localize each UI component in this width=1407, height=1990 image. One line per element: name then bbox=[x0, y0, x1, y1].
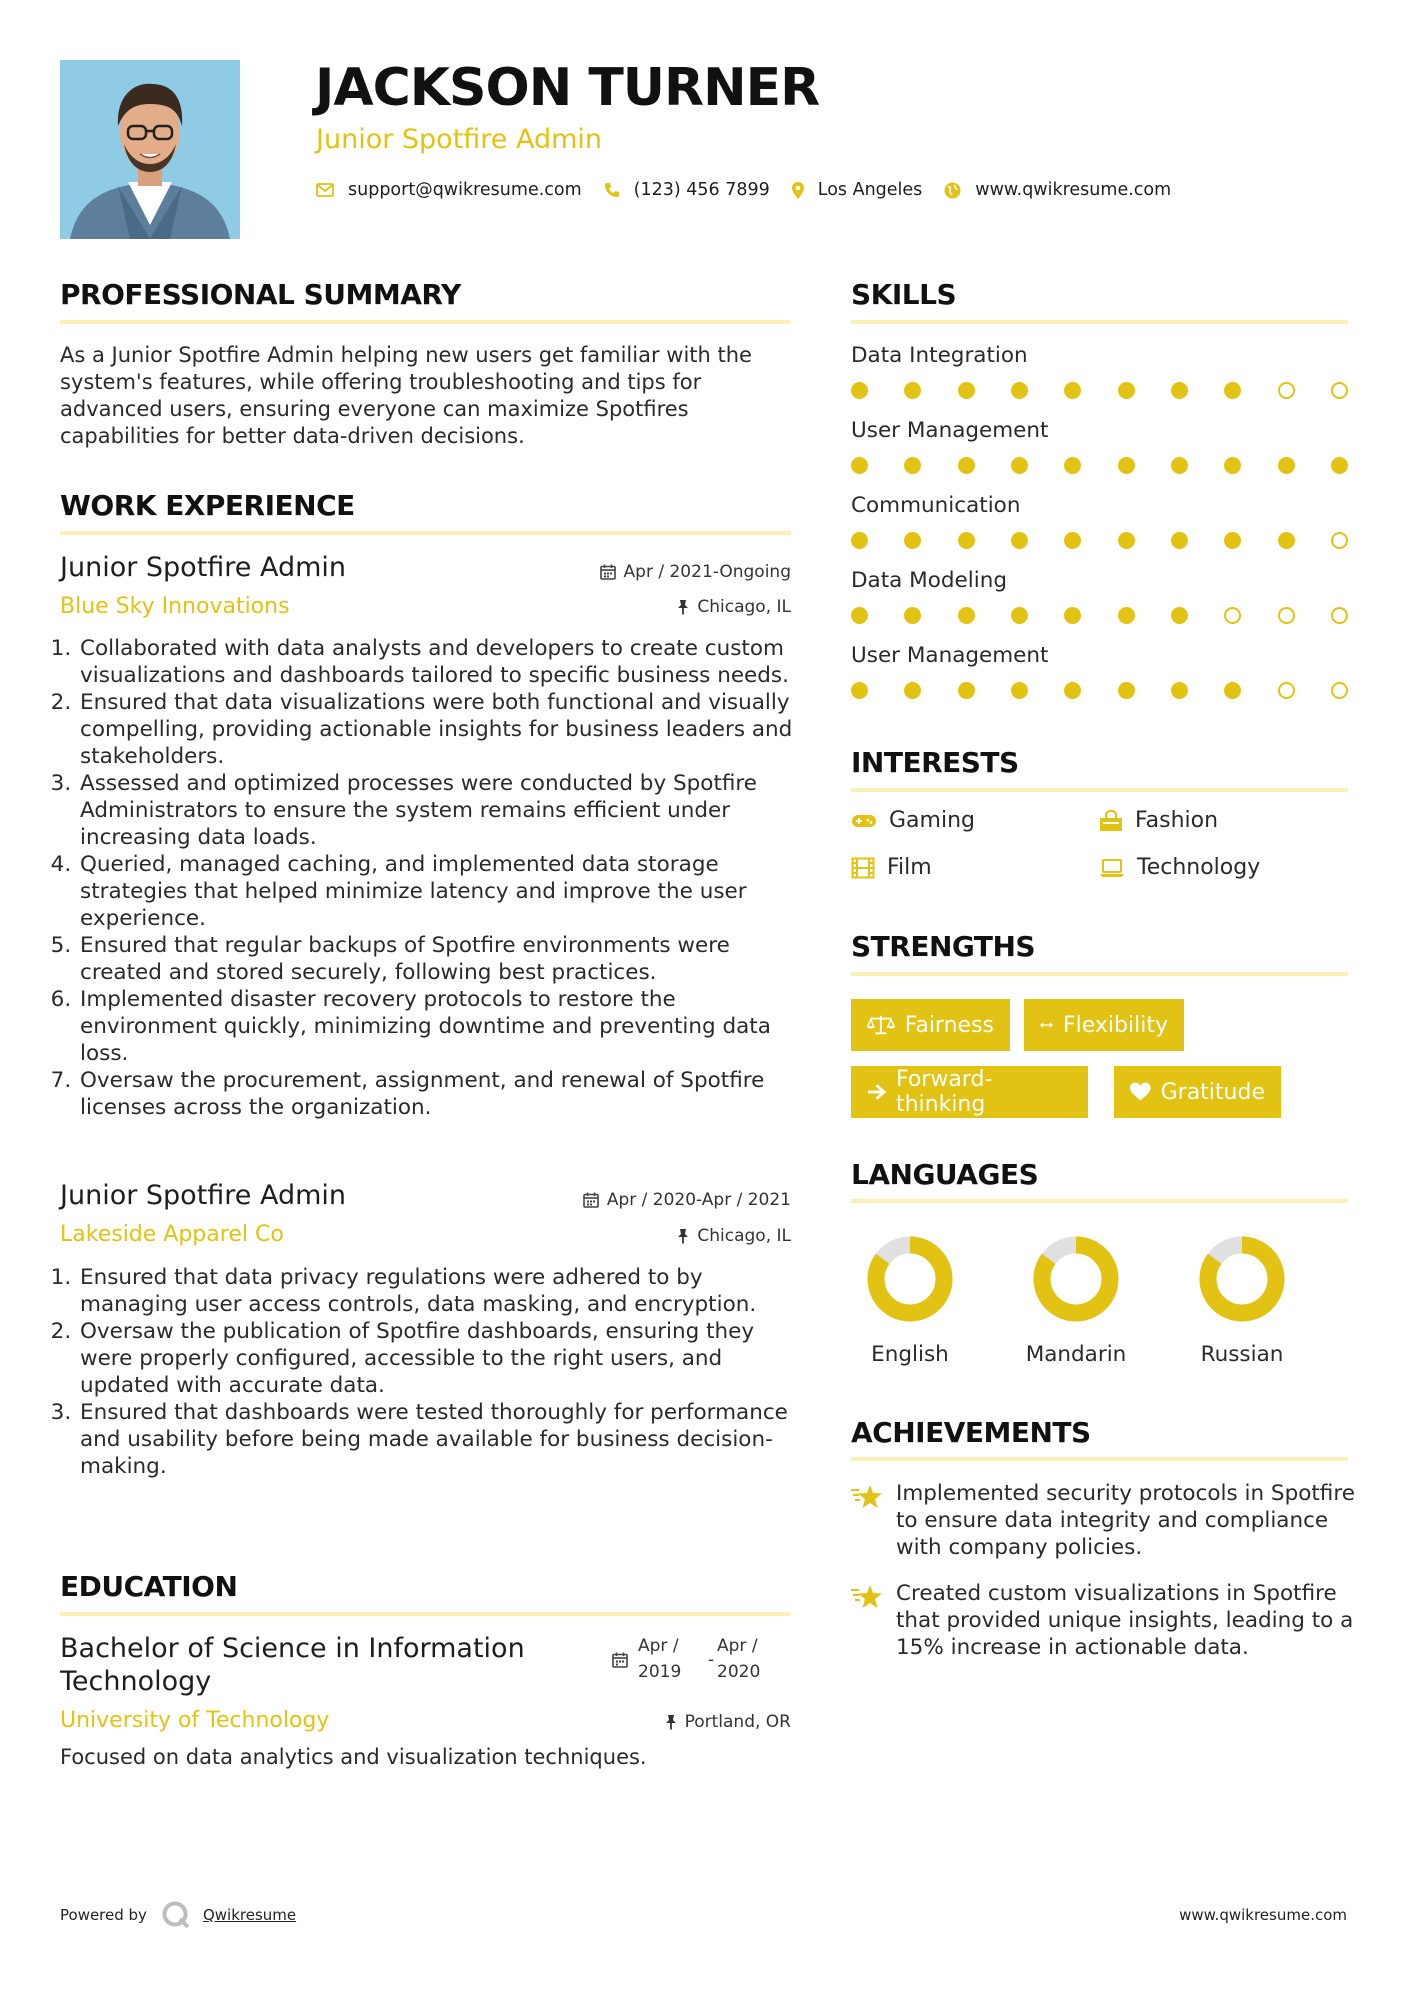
gamepad-icon bbox=[851, 813, 877, 829]
interest-label: Technology bbox=[1137, 855, 1261, 880]
list-item: 3. Assessed and optimized processes were conducted by Spotfire Administrators to ensure the system remains efficient under increasing data loads. bbox=[78, 770, 798, 851]
skill-rating bbox=[851, 682, 1348, 700]
summary-divider bbox=[60, 320, 791, 324]
rating-dot-filled bbox=[1011, 682, 1028, 699]
edu-start-year: 2019 bbox=[638, 1662, 682, 1682]
rating-dot-filled bbox=[1118, 457, 1135, 474]
interests-divider bbox=[851, 788, 1348, 792]
experience-divider bbox=[60, 531, 791, 535]
interest-label: Film bbox=[887, 855, 932, 880]
rating-dot-filled bbox=[904, 532, 921, 549]
strength-tag bbox=[851, 1066, 1088, 1118]
job-dates-text: Apr / 2021-Ongoing bbox=[623, 562, 791, 582]
degree-title bbox=[60, 1632, 525, 1698]
rating-dot-filled bbox=[1011, 382, 1028, 399]
strength-tag bbox=[1114, 1066, 1281, 1118]
phone-icon bbox=[604, 182, 620, 198]
job-location-text: Chicago, IL bbox=[697, 1226, 791, 1246]
candidate-title: Junior Spotfire Admin bbox=[316, 124, 603, 155]
contact-bar bbox=[316, 180, 1193, 200]
calendar-icon bbox=[583, 1192, 599, 1208]
rating-dot-filled bbox=[1224, 682, 1241, 699]
rating-dot-filled bbox=[1064, 682, 1081, 699]
strength-tag bbox=[1024, 999, 1184, 1051]
job-dates-text: Apr / 2020-Apr / 2021 bbox=[606, 1190, 791, 1210]
footer-website[interactable]: www.qwikresume.com bbox=[1179, 1906, 1347, 1924]
globe-icon bbox=[944, 182, 961, 199]
education-divider bbox=[60, 1612, 791, 1616]
pushpin-icon bbox=[665, 1714, 677, 1730]
contact-website[interactable] bbox=[944, 180, 1171, 200]
skill-name: Data Modeling bbox=[851, 568, 1007, 593]
heart-icon bbox=[1130, 1082, 1151, 1102]
school-name: University of Technology bbox=[60, 1708, 330, 1733]
rating-dot-empty bbox=[1278, 682, 1295, 699]
rating-dot-filled bbox=[851, 607, 868, 624]
rating-dot-filled bbox=[851, 532, 868, 549]
strengths-divider bbox=[851, 972, 1348, 976]
rating-dot-filled bbox=[1118, 607, 1135, 624]
rating-dot-filled bbox=[958, 382, 975, 399]
job-company: Lakeside Apparel Co bbox=[60, 1222, 284, 1247]
candidate-name: JACKSON TURNER bbox=[315, 58, 820, 118]
contact-phone[interactable] bbox=[604, 180, 770, 200]
achievements-heading: ACHIEVEMENTS bbox=[851, 1416, 1091, 1449]
skill-name: User Management bbox=[851, 418, 1049, 443]
edu-end-date bbox=[717, 1633, 760, 1685]
school-location bbox=[665, 1712, 791, 1732]
interests-heading: INTERESTS bbox=[851, 746, 1019, 779]
rating-dot-filled bbox=[1278, 457, 1295, 474]
education-heading: EDUCATION bbox=[60, 1570, 238, 1603]
rating-dot-filled bbox=[1224, 382, 1241, 399]
rating-dot-filled bbox=[958, 532, 975, 549]
rating-dot-filled bbox=[1171, 532, 1188, 549]
language-name: Russian bbox=[1200, 1342, 1284, 1367]
rating-dot-filled bbox=[851, 382, 868, 399]
qwikresume-logo-icon bbox=[161, 1900, 191, 1930]
calendar-icon bbox=[600, 564, 616, 580]
summary-text: As a Junior Spotfire Admin helping new users get familiar with the system's features, while offering troubleshooting and tips for advanced users, ensuring everyone can maximize Spotfires capabilities for better data-driven decisions. bbox=[60, 343, 752, 448]
job-bullets bbox=[58, 635, 798, 1121]
rating-dot-filled bbox=[904, 682, 921, 699]
education-description: Focused on data analytics and visualization techniques. bbox=[60, 1745, 647, 1769]
language-proficiency-ring bbox=[867, 1236, 953, 1322]
edu-date-dash: - bbox=[708, 1650, 715, 1670]
rating-dot-filled bbox=[1011, 532, 1028, 549]
arrows-horizontal-icon bbox=[1040, 1018, 1053, 1032]
list-item: 2. Ensured that data visualizations were both functional and visually compelling, providing actionable insights for business leaders and stakeholders. bbox=[78, 689, 798, 770]
interest-item bbox=[1099, 855, 1260, 880]
rating-dot-empty bbox=[1278, 607, 1295, 624]
achievement-text: Created custom visualizations in Spotfire that provided unique insights, leading to a 15% increase in actionable data. bbox=[896, 1581, 1354, 1660]
interest-label: Fashion bbox=[1135, 808, 1219, 833]
list-item: 5. Ensured that regular backups of Spotfire environments were created and stored securely, following best practices. bbox=[78, 932, 798, 986]
rating-dot-filled bbox=[1224, 532, 1241, 549]
skill-rating bbox=[851, 382, 1348, 400]
rating-dot-filled bbox=[958, 607, 975, 624]
balance-scale-icon bbox=[867, 1014, 895, 1036]
strength-label: Flexibility bbox=[1063, 1012, 1168, 1038]
interest-label: Gaming bbox=[889, 808, 975, 833]
rating-dot-filled bbox=[904, 382, 921, 399]
skill-name: User Management bbox=[851, 643, 1049, 668]
list-item: 3. Ensured that dashboards were tested thoroughly for performance and usability before being made available for business decision-making. bbox=[78, 1399, 798, 1480]
achievement-text: Implemented security protocols in Spotfire to ensure data integrity and compliance with company policies. bbox=[896, 1481, 1355, 1560]
star-trophy-icon bbox=[851, 1584, 883, 1610]
arrow-right-icon bbox=[867, 1083, 886, 1101]
school-location-text: Portland, OR bbox=[684, 1712, 791, 1732]
job-company: Blue Sky Innovations bbox=[60, 594, 290, 619]
list-item: 1. Collaborated with data analysts and developers to create custom visualizations and dashboards tailored to specific business needs. bbox=[78, 635, 798, 689]
email-text: support@qwikresume.com bbox=[348, 180, 582, 200]
rating-dot-filled bbox=[1064, 382, 1081, 399]
rating-dot-filled bbox=[1224, 457, 1241, 474]
laptop-icon bbox=[1099, 858, 1125, 878]
job-dates bbox=[583, 1190, 791, 1210]
rating-dot-empty bbox=[1331, 607, 1348, 624]
language-proficiency-ring bbox=[1033, 1236, 1119, 1322]
list-item: 6. Implemented disaster recovery protocols to restore the environment quickly, minimizing downtime and preventing data loss. bbox=[78, 986, 798, 1067]
interest-item bbox=[1099, 808, 1218, 833]
rating-dot-empty bbox=[1278, 382, 1295, 399]
job-title: Junior Spotfire Admin bbox=[60, 552, 347, 583]
skill-name: Communication bbox=[851, 493, 1021, 518]
rating-dot-filled bbox=[1171, 457, 1188, 474]
skill-name: Data Integration bbox=[851, 343, 1028, 368]
strength-label: Gratitude bbox=[1160, 1079, 1265, 1105]
job-title: Junior Spotfire Admin bbox=[60, 1180, 347, 1211]
rating-dot-filled bbox=[1011, 607, 1028, 624]
edu-end-month: Apr / bbox=[717, 1636, 758, 1656]
list-item: 1. Ensured that data privacy regulations were adhered to by managing user access controls, data masking, and encryption. bbox=[78, 1264, 798, 1318]
language-name: Mandarin bbox=[1025, 1342, 1127, 1367]
job-location bbox=[677, 597, 791, 617]
rating-dot-empty bbox=[1331, 682, 1348, 699]
rating-dot-filled bbox=[1064, 607, 1081, 624]
strength-tag bbox=[851, 999, 1010, 1051]
footer-powered-by bbox=[60, 1900, 296, 1930]
skill-rating bbox=[851, 607, 1348, 625]
rating-dot-filled bbox=[851, 457, 868, 474]
degree-line-2: Technology bbox=[60, 1666, 212, 1697]
rating-dot-filled bbox=[1171, 682, 1188, 699]
rating-dot-filled bbox=[1064, 532, 1081, 549]
rating-dot-filled bbox=[1331, 457, 1348, 474]
profile-photo bbox=[60, 60, 240, 239]
job-dates bbox=[600, 562, 791, 582]
rating-dot-filled bbox=[958, 682, 975, 699]
rating-dot-filled bbox=[1171, 382, 1188, 399]
rating-dot-empty bbox=[1331, 382, 1348, 399]
strength-label: Fairness bbox=[904, 1012, 994, 1038]
rating-dot-empty bbox=[1331, 532, 1348, 549]
rating-dot-filled bbox=[1278, 532, 1295, 549]
rating-dot-filled bbox=[1064, 457, 1081, 474]
skills-divider bbox=[851, 320, 1348, 324]
edu-start-month: Apr / bbox=[638, 1636, 679, 1656]
rating-dot-filled bbox=[1118, 532, 1135, 549]
location-text: Los Angeles bbox=[817, 180, 923, 200]
rating-dot-filled bbox=[1171, 607, 1188, 624]
languages-heading: LANGUAGES bbox=[851, 1158, 1039, 1191]
edu-end-year: 2020 bbox=[717, 1662, 761, 1682]
contact-email[interactable] bbox=[316, 180, 582, 200]
list-item: 4. Queried, managed caching, and implemented data storage strategies that helped minimize latency and improve the user experience. bbox=[78, 851, 798, 932]
job-location-text: Chicago, IL bbox=[697, 597, 791, 617]
powered-by-text: Powered by bbox=[60, 1906, 147, 1924]
rating-dot-filled bbox=[1011, 457, 1028, 474]
language-proficiency-ring bbox=[1199, 1236, 1285, 1322]
shopping-bag-icon bbox=[1099, 810, 1123, 832]
rating-dot-filled bbox=[1118, 382, 1135, 399]
list-item: 2. Oversaw the publication of Spotfire dashboards, ensuring they were properly configured, accessible to the right users, and updated with accurate data. bbox=[78, 1318, 798, 1399]
job-bullets bbox=[58, 1264, 798, 1480]
pushpin-icon bbox=[677, 599, 689, 615]
language-name: English bbox=[871, 1342, 949, 1367]
rating-dot-filled bbox=[958, 457, 975, 474]
film-icon bbox=[851, 857, 875, 879]
interest-item bbox=[851, 855, 932, 880]
envelope-icon bbox=[316, 183, 334, 197]
website-text: www.qwikresume.com bbox=[975, 180, 1172, 200]
job-location bbox=[677, 1226, 791, 1246]
strengths-heading: STRENGTHS bbox=[851, 930, 1036, 963]
languages-divider bbox=[851, 1199, 1348, 1203]
list-item: 7. Oversaw the procurement, assignment, and renewal of Spotfire licenses across the organization. bbox=[78, 1067, 798, 1121]
contact-location bbox=[792, 180, 923, 200]
experience-heading: WORK EXPERIENCE bbox=[60, 489, 355, 522]
calendar-icon bbox=[612, 1652, 628, 1668]
interest-item bbox=[851, 808, 975, 833]
qwikresume-link[interactable]: Qwikresume bbox=[202, 1906, 297, 1924]
degree-line-1: Bachelor of Science in Information bbox=[60, 1633, 525, 1664]
map-marker-icon bbox=[792, 182, 804, 199]
rating-dot-filled bbox=[904, 457, 921, 474]
star-trophy-icon bbox=[851, 1484, 883, 1510]
rating-dot-filled bbox=[904, 607, 921, 624]
achievements-divider bbox=[851, 1457, 1348, 1461]
person-portrait-icon bbox=[60, 60, 240, 239]
rating-dot-filled bbox=[851, 682, 868, 699]
strength-label: Forward-thinking bbox=[895, 1067, 993, 1117]
pushpin-icon bbox=[677, 1228, 689, 1244]
edu-start-date bbox=[638, 1633, 681, 1685]
rating-dot-filled bbox=[1118, 682, 1135, 699]
skills-heading: SKILLS bbox=[851, 278, 957, 311]
summary-heading: PROFESSIONAL SUMMARY bbox=[60, 278, 461, 311]
skill-rating bbox=[851, 457, 1348, 475]
rating-dot-empty bbox=[1224, 607, 1241, 624]
skill-rating bbox=[851, 532, 1348, 550]
phone-text: (123) 456 7899 bbox=[633, 180, 770, 200]
